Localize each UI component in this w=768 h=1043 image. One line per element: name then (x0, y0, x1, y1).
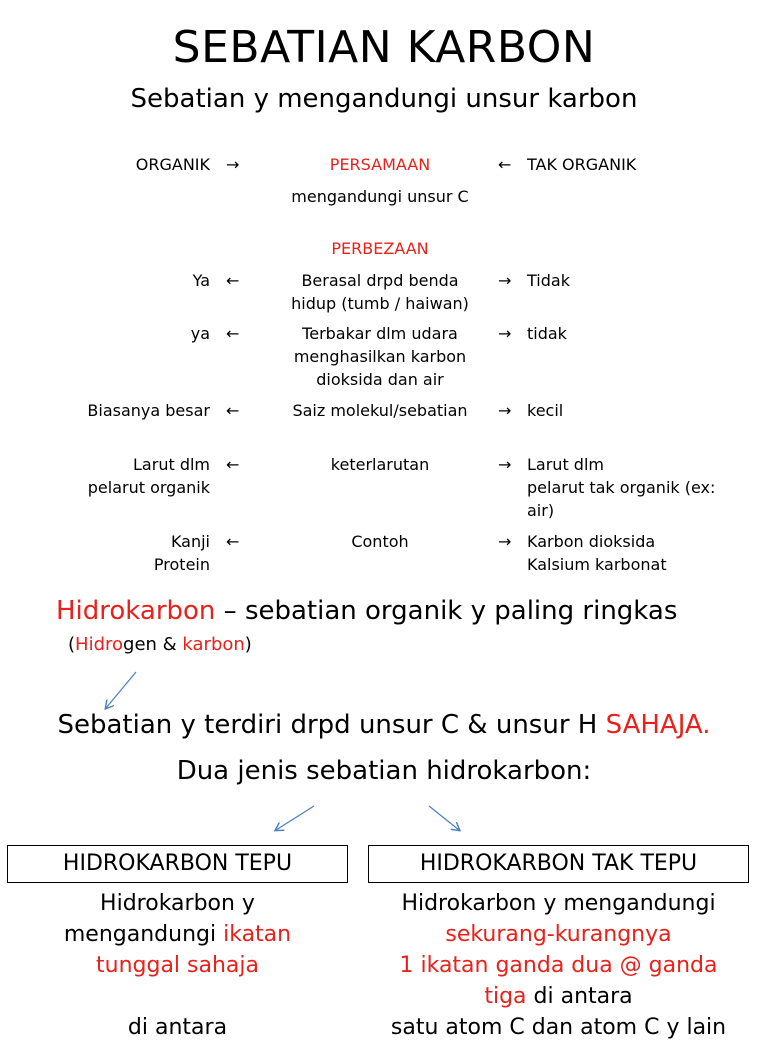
hidrokarbon-types-line: Dua jenis sebatian hidrokarbon: (176, 756, 592, 786)
hidrokarbon-term: Hidrokarbon (56, 596, 216, 626)
row-left-cell: Biasanya besar (87, 401, 210, 420)
perbezaan-label: PERBEZAAN (331, 239, 429, 258)
arrow-left-icon: ← (226, 271, 240, 290)
arrow-down-left-icon (106, 672, 136, 708)
arrow-left-icon: ← (498, 155, 512, 174)
row-right-cell: Tidak (527, 271, 570, 290)
arrow-right-icon: → (226, 155, 240, 174)
hidrokarbon-etymology: (Hidrogen & karbon) (68, 634, 252, 655)
tepu-description: Hidrokarbon y mengandungi ikatan tunggal sahaja di antara (63, 891, 292, 1040)
arrow-left-icon: ← (226, 324, 240, 343)
row-right-cell: Karbon dioksida Kalsium karbonat (527, 532, 667, 574)
box-hidrokarbon-tak-tepu: HIDROKARBON TAK TEPU (368, 845, 749, 883)
arrow-right-icon: → (498, 532, 512, 551)
row-left-cell: Kanji Protein (153, 532, 210, 574)
arrow-down-left-icon (276, 806, 314, 830)
arrow-left-icon: ← (226, 401, 240, 420)
row-right-cell: tidak (527, 324, 567, 343)
page-title: SEBATIAN KARBON (172, 22, 596, 73)
organik-header: ORGANIK (135, 155, 210, 174)
persamaan-text: mengandungi unsur C (291, 187, 469, 206)
arrow-right-icon: → (498, 401, 512, 420)
row-center-cell: Berasal drpd benda hidup (tumb / haiwan) (291, 271, 469, 313)
row-center-cell: Saiz molekul/sebatian (292, 401, 468, 420)
row-left-cell: Larut dlm pelarut organik (87, 455, 210, 497)
tak-organik-header: TAK ORGANIK (527, 155, 637, 174)
arrow-right-icon: → (498, 324, 512, 343)
page-subtitle: Sebatian y mengandungi unsur karbon (130, 84, 638, 114)
arrow-right-icon: → (498, 271, 512, 290)
box-hidrokarbon-tepu: HIDROKARBON TEPU (7, 845, 348, 883)
arrow-left-icon: ← (226, 455, 240, 474)
row-right-cell: kecil (527, 401, 564, 420)
row-left-cell: ya (190, 324, 210, 343)
row-center-cell: Terbakar dlm udara menghasilkan karbon dioksida dan air (293, 324, 467, 389)
arrow-right-icon: → (498, 455, 512, 474)
row-right-cell: Larut dlm pelarut tak organik (ex: air) (527, 455, 716, 520)
arrow-down-right-icon (429, 806, 459, 830)
arrow-left-icon: ← (226, 532, 240, 551)
row-center-cell: keterlarutan (330, 455, 430, 474)
row-left-cell: Ya (192, 271, 210, 290)
persamaan-label: PERSAMAAN (329, 155, 431, 174)
hidrokarbon-definition-text: – sebatian organik y paling ringkas (215, 596, 678, 626)
row-center-cell: Contoh (351, 532, 409, 551)
hidrokarbon-statement: Sebatian y terdiri drpd unsur C & unsur H SAHAJA. (57, 710, 711, 740)
tak-tepu-description: Hidrokarbon y mengandungi sekurang-kurangnya 1 ikatan ganda dua @ ganda tiga di antara satu atom C dan atom C y lain (390, 891, 727, 1040)
